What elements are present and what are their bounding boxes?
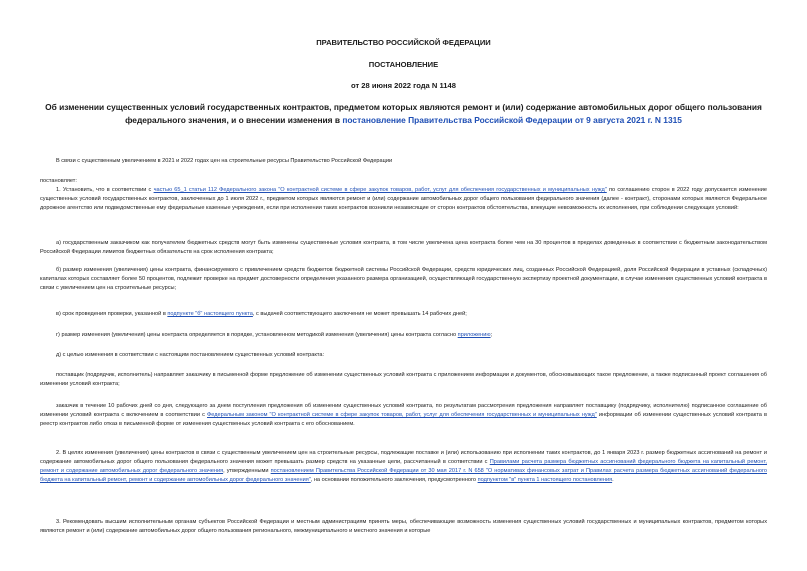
subparagraph-v-text-rest: , с выдачей соответствующего заключения не может превышать 14 рабочих дней; xyxy=(252,311,467,317)
link-rules-budget-calculation[interactable]: Правилами расчета размера бюджетных ассигнований федерального бюджета на капитальный ремонт, ремонт и содержание автомобильных дорог федерального значения xyxy=(40,459,767,474)
subparagraph-a: а) государственным заказчиком как получателем бюджетных средств могут быть изменены существенные условия контракта, в том числе увеличена цена контракта более чем на 30 процентов в пределах доведенных в соответствии с бюджетным законодательством Российской Федерации лимитов бюджетных обязательств на срок исполнения контракта; xyxy=(40,240,767,255)
subparagraph-g-text-rest: ; xyxy=(490,332,493,338)
paragraph-2 xyxy=(40,449,767,485)
paragraph-2-text-b: , утвержденными xyxy=(223,468,271,474)
subparagraph-g-text: г) размер изменения (увеличения) цены контракта определяется в порядке, установленном методикой изменения (увеличения) цены контракта согласно xyxy=(56,332,458,338)
link-subparagraph-b[interactable]: подпункте "б" настоящего пункта xyxy=(167,311,253,317)
link-law-article-112[interactable]: частью 65_1 статьи 112 Федерального закона "О контрактной системе в сфере закупок товаров, работ, услуг для обеспечения государственных и муниципальных нужд" xyxy=(153,187,607,193)
paragraph-1-text-rest: по соглашению сторон в 2022 году допускается изменение существенных условий государственных контрактов, заключенных до 1 июля 2022 г., предметом которых являются ремонт и (или) содержание автомобильных дорог общего пользования федерального значения (далее - контракт), сторонами которых являются Федеральное дорожное агентство или подведомственные ему федеральные казенные учреждения, если при исполнении таких контрактов возникли независящие от сторон контрактов обстоятельства, влекущие невозможность их исполнения, при соблюдении следующих условий: xyxy=(40,187,767,211)
subparagraph-g xyxy=(40,331,767,340)
paragraph-2-text: 2. В целях изменения (увеличения) цены контрактов в связи с существенным увеличением цен на строительные ресурсы, подлежащие поставке и (или) использованию при исполнении таких контрактов, до 1 января 2023 г. размер бюджетных ассигнований на ремонт и содержание автомобильных дорог общего пользования федерального значения может превышать размер средств на указанные цели, рассчитанный в соответствии с xyxy=(40,450,767,465)
subparagraph-b: б) размер изменения (увеличения) цены контракта, финансируемого с привлечением средств бюджетов бюджетной системы Российской Федерации, средств юридических лиц, созданных Российской Федерацией, доля Российской Федерации в уставных (складочных) капиталах которых составляет более 50 процентов, подлежит проверке на предмет достоверности определения указанного размера организацией, осуществляющей государственную экспертизу проектной документации, в случае изменения существенных условий контракта в связи с увеличением цен на строительные ресурсы; xyxy=(40,267,767,291)
subparagraph-d: д) с целью изменения в соответствии с настоящим постановлением существенных условий контракта: xyxy=(56,352,325,358)
paragraph-2-text-d: . xyxy=(612,477,614,483)
paragraph-2-text-c: , на основании положительного заключения, предусмотренного xyxy=(310,477,478,483)
link-subparagraph-v[interactable]: подпунктом "в" пункта 1 настоящего постановления xyxy=(477,477,613,483)
subparagraph-d-customer xyxy=(40,402,767,429)
postanovlyaet-label: постановляет: xyxy=(40,178,77,184)
title-text: Об изменении существенных условий государственных контрактов, предметом которых являются ремонт и (или) содержание автомобильных дорог общего пользования федерального значения, и о внесении изменения в xyxy=(45,102,762,125)
subparagraph-v-text: в) срок проведения проверки, указанной в xyxy=(56,311,168,317)
preamble: В связи с существенным увеличением в 2021 и 2022 годах цен на строительные ресурсы Правительство Российской Федерации xyxy=(56,158,393,164)
customer-text-rest: информации об изменении существенных условий контракта в реестр контрактов либо отказ в письменной форме от изменения существенных условий контракта с его обоснованием. xyxy=(40,412,767,427)
customer-text: заказчик в течение 10 рабочих дней со дня, следующего за днем поступления предложения об изменении существенных условий контракта, по результатам рассмотрения предложения направляет поставщику (подрядчику, исполнителю) подписанное соглашение об изменении условий контракта с включением в соответствии с xyxy=(40,403,767,418)
title-link-postanovlenie-1315[interactable]: постановление Правительства Российской Федерации от 9 августа 2021 г. N 1315 xyxy=(342,114,682,125)
document-title xyxy=(40,101,767,126)
link-federal-law[interactable]: Федеральным законом "О контрактной системе в сфере закупок товаров, работ, услуг для обеспечения государственных и муниципальных нужд" xyxy=(207,412,597,418)
link-resolution-658[interactable]: постановлением Правительства Российской Федерации от 30 мая 2017 г. N 658 "О нормативах финансовых затрат и Правилах расчета размера бюджетных ассигнований федерального бюджета на капитальный ремонт, ремонт и содержание автомобильных дорог федерального значения" xyxy=(40,468,767,483)
link-appendix[interactable]: приложению xyxy=(457,332,491,338)
document-type: ПОСТАНОВЛЕНИЕ xyxy=(368,60,439,69)
subparagraph-d-supplier: поставщик (подрядчик, исполнитель) направляет заказчику в письменной форме предложение об изменении существенных условий контракта с приложением информации и документов, обосновывающих такое предложение, а также подписанный проект соглашения об изменении условий контракта; xyxy=(40,372,767,387)
paragraph-1 xyxy=(40,186,767,213)
government-header: ПРАВИТЕЛЬСТВО РОССИЙСКОЙ ФЕДЕРАЦИИ xyxy=(316,38,491,47)
paragraph-3: 3. Рекомендовать высшим исполнительным органам субъектов Российской Федерации и местным администрациям принять меры, обеспечивающие возможность изменения существенных условий государственных и муниципальных контрактов, предметом которых являются ремонт и (или) содержание автомобильных дорог общего пользования регионального, межмуниципального и местного значения и которые xyxy=(40,519,767,534)
subparagraph-v xyxy=(40,310,767,319)
paragraph-1-text: 1. Установить, что в соответствии с xyxy=(56,187,154,193)
document-date-number: от 28 июня 2022 года N 1148 xyxy=(351,81,456,90)
